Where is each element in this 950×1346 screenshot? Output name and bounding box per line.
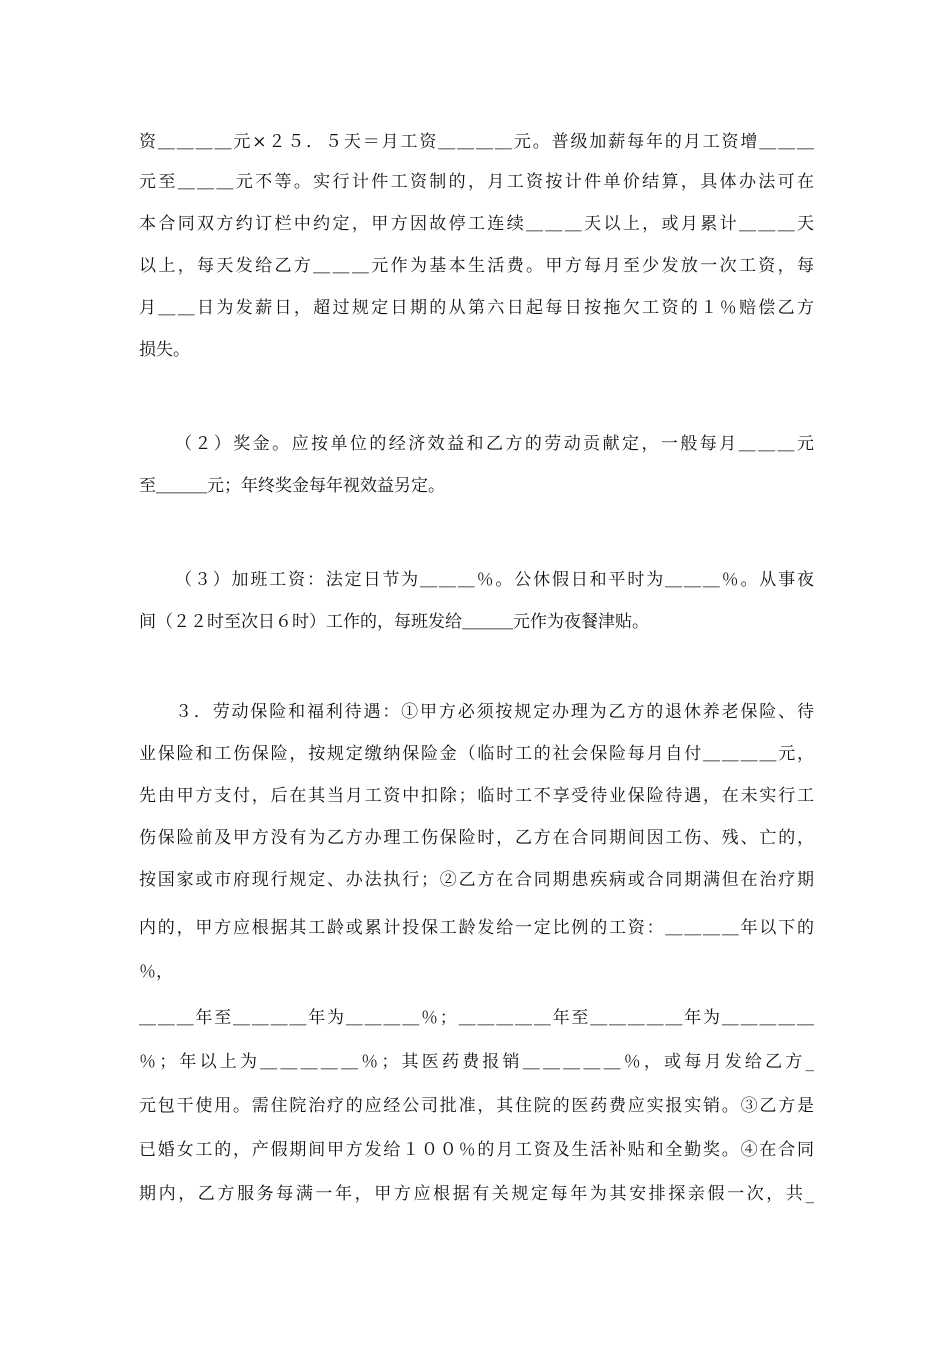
text-line: 以上，每天发给乙方＿＿＿元作为基本生活费。甲方每月至少发放一次工资，每 xyxy=(139,256,814,276)
text-line: ＿＿＿年至＿＿＿＿年为＿＿＿＿％；＿＿＿＿＿年至＿＿＿＿＿年为＿＿＿＿＿ xyxy=(139,1008,814,1028)
text-line: 间（２２时至次日６时）工作的，每班发给＿＿＿元作为夜餐津贴。 xyxy=(139,612,649,632)
text-line: 期内，乙方服务每满一年，甲方应根据有关规定每年为其安排探亲假一次，共_ xyxy=(139,1184,814,1204)
text-line: 损失。 xyxy=(139,340,190,360)
text-line: 先由甲方支付，后在其当月工资中扣除；临时工不享受待业保险待遇，在未实行工 xyxy=(139,786,814,806)
text-line: 元包干使用。需住院治疗的应经公司批准，其住院的医药费应实报实销。③乙方是 xyxy=(139,1096,814,1116)
text-line: 元至＿＿＿元不等。实行计件工资制的，月工资按计件单价结算，具体办法可在 xyxy=(139,172,814,192)
text-line: ％；年以上为＿＿＿＿＿％；其医药费报销＿＿＿＿＿％，或每月发给乙方_ xyxy=(139,1052,814,1072)
text-line: 业保险和工伤保险，按规定缴纳保险金（临时工的社会保险每月自付＿＿＿＿元， xyxy=(139,744,814,764)
text-line: 至＿＿＿元；年终奖金每年视效益另定。 xyxy=(139,476,445,496)
text-line: 已婚女工的，产假期间甲方发给１００％的月工资及生活补贴和全勤奖。④在合同 xyxy=(139,1140,814,1160)
text-line: ％， xyxy=(139,962,173,982)
text-line: 月＿＿日为发薪日，超过规定日期的从第六日起每日按拖欠工资的１％赔偿乙方 xyxy=(139,298,814,318)
text-line: （２）奖金。应按单位的经济效益和乙方的劳动贡献定，一般每月＿＿＿元 xyxy=(175,434,814,454)
text-line: ３．劳动保险和福利待遇：①甲方必须按规定办理为乙方的退休养老保险、待 xyxy=(175,702,814,722)
text-line: 资＿＿＿＿元×２５．５天＝月工资＿＿＿＿元。普级加薪每年的月工资增＿＿＿ xyxy=(139,132,814,152)
text-line: 本合同双方约订栏中约定，甲方因故停工连续＿＿＿天以上，或月累计＿＿＿天 xyxy=(139,214,814,234)
text-line: 按国家或市府现行规定、办法执行；②乙方在合同期患疾病或合同期满但在治疗期 xyxy=(139,870,814,890)
text-line: 内的，甲方应根据其工龄或累计投保工龄发给一定比例的工资：＿＿＿＿年以下的 xyxy=(139,918,814,938)
text-line: 伤保险前及甲方没有为乙方办理工伤保险时，乙方在合同期间因工伤、残、亡的， xyxy=(139,828,814,848)
text-line: （３）加班工资：法定日节为＿＿＿％。公休假日和平时为＿＿＿％。从事夜 xyxy=(175,570,814,590)
